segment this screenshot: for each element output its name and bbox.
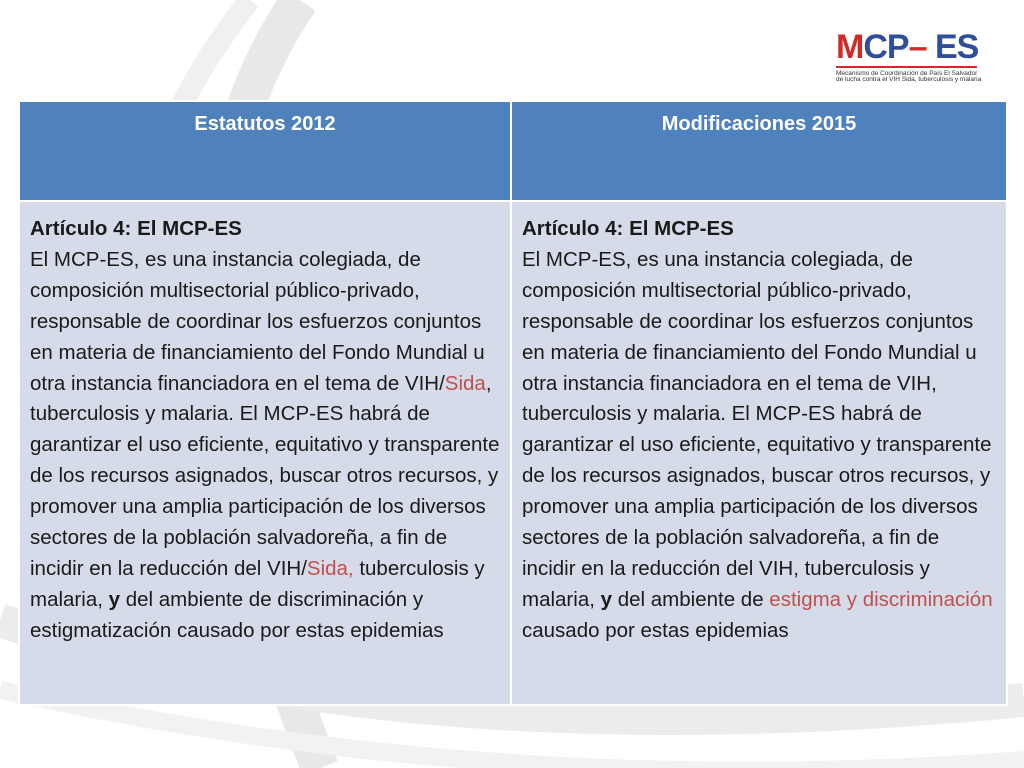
logo-title: MCP– ES: [836, 28, 979, 66]
logo-subtitle-line1: Mecanismo de Coordinación de País El Salvador: [836, 66, 977, 77]
header-modificaciones-2015: Modificaciones 2015: [511, 101, 1007, 201]
highlight-sida: Sida,: [306, 556, 354, 580]
logo-subtitle-line2: de lucha contra el VIH Sida, tuberculosis y malaria: [836, 76, 982, 83]
comparison-table: [18, 100, 1008, 706]
table-header-row: [19, 101, 1007, 201]
highlight-sida: Sida: [444, 371, 486, 395]
cell-estatutos-2012: Artículo 4: El MCP-ES El MCP-ES, es una instancia colegiada, de composición multisectorial público-privado, responsable de coordinar los esfuerzos conjuntos en materia de financiamiento del Fondo Mundial u otra instancia financiadora en el tema de VIH/Sida, tuberculosis y malaria. El MCP-ES habrá de garantizar el uso eficiente, equitativo y transparente de los recursos asignados, buscar otros recursos, y promover una amplia participación de los diversos sectores de la población salvadoreña, a fin de incidir en la reducción del VIH/Sida, tuberculosis y malaria, y del ambiente de discriminación y estigmatización causado por estas epidemias: [19, 201, 511, 705]
table-row: [19, 201, 1007, 705]
article-title: Artículo 4: El MCP-ES: [522, 217, 734, 240]
article-title: Artículo 4: El MCP-ES: [30, 217, 242, 240]
header-estatutos-2012: Estatutos 2012: [19, 101, 511, 201]
mcp-es-logo: [832, 30, 992, 86]
cell-modificaciones-2015: Artículo 4: El MCP-ES El MCP-ES, es una instancia colegiada, de composición multisectorial público-privado, responsable de coordinar los esfuerzos conjuntos en materia de financiamiento del Fondo Mundial u otra instancia financiadora en el tema de VIH, tuberculosis y malaria. El MCP-ES habrá de garantizar el uso eficiente, equitativo y transparente de los recursos asignados, buscar otros recursos, y promover una amplia participación de los diversos sectores de la población salvadoreña, a fin de incidir en la reducción del VIH, tuberculosis y malaria, y del ambiente de estigma y discriminación causado por estas epidemias: [511, 201, 1007, 705]
highlight-estigma-discriminacion: estigma y discriminación: [769, 587, 993, 611]
